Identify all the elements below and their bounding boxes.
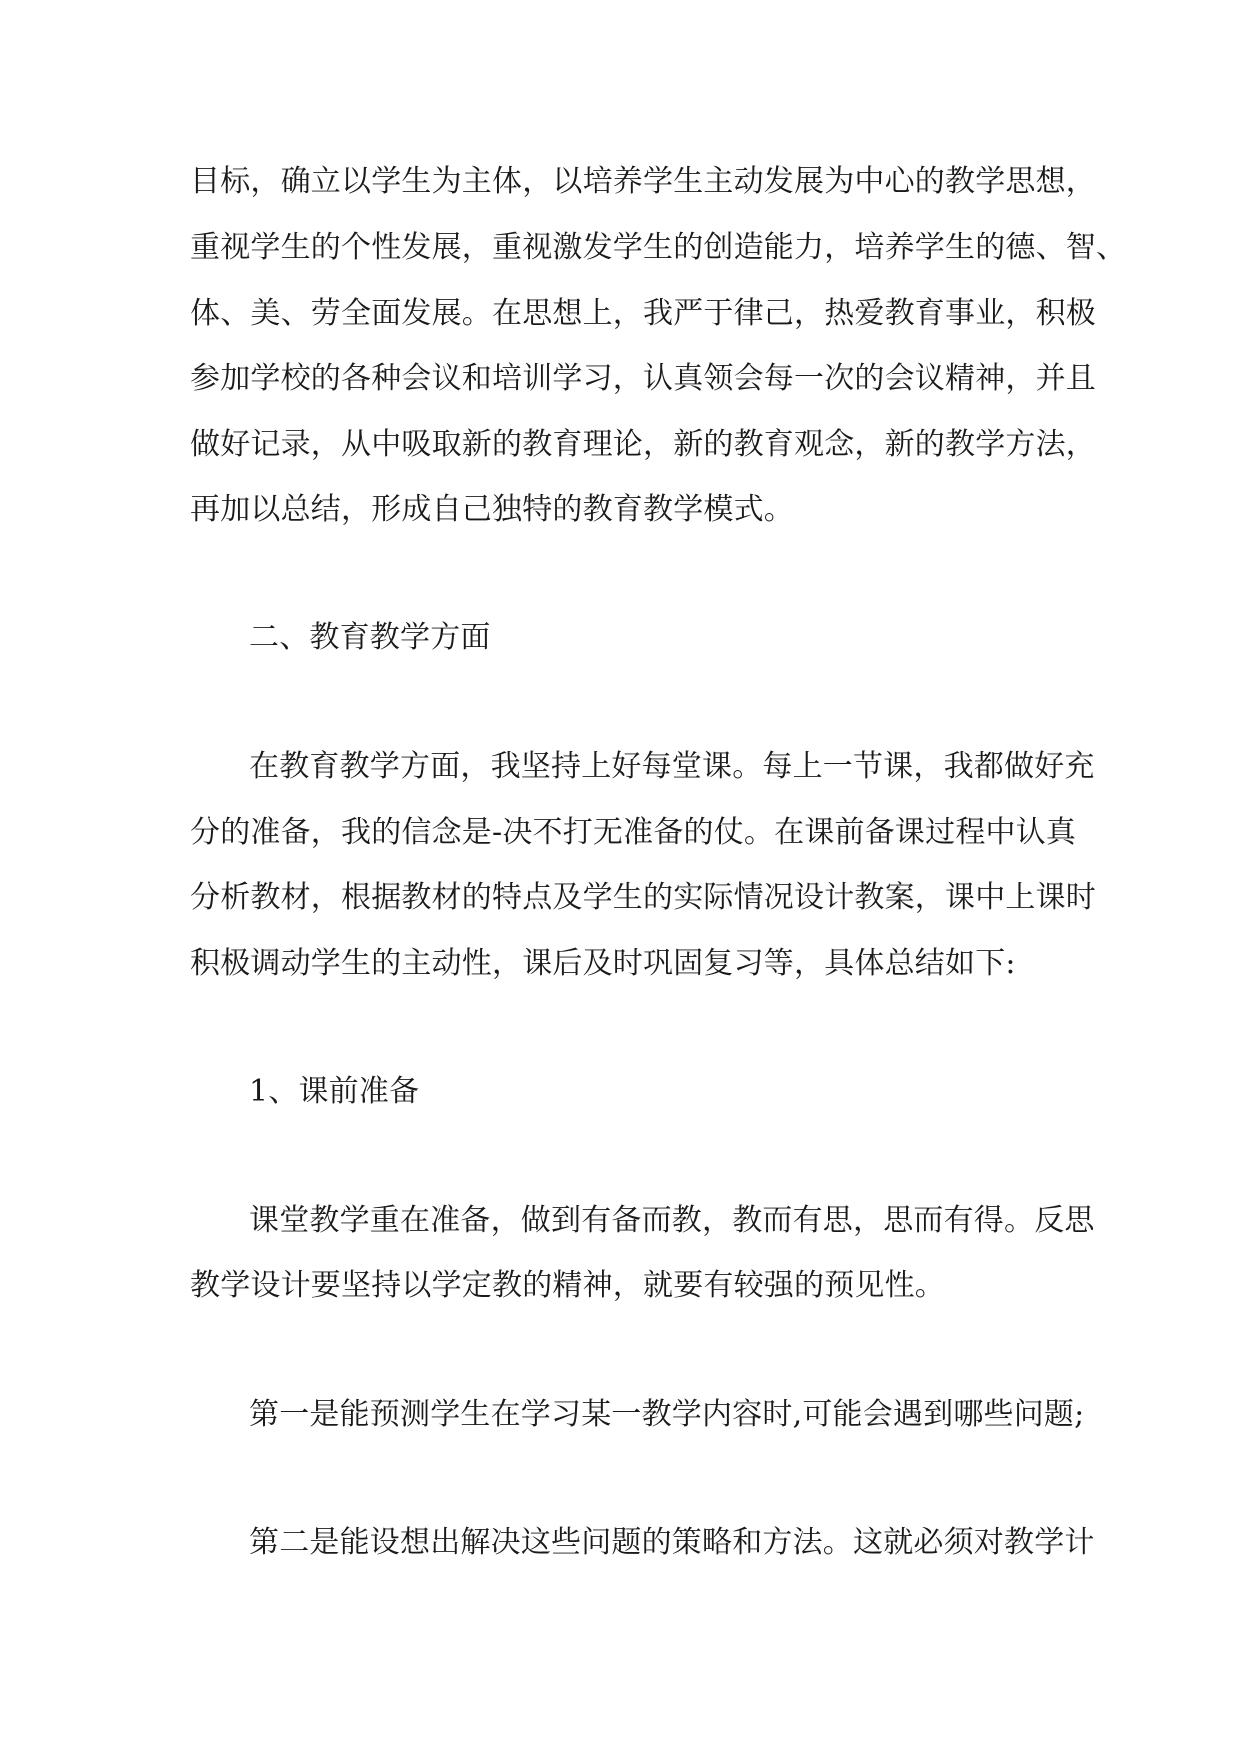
subsection-heading: 1、课前准备: [249, 1074, 420, 1109]
body-text-line: 课堂教学重在准备，做到有备而教，教而有思，思而有得。反思: [249, 1203, 1095, 1238]
body-text-line: 体、美、劳全面发展。在思想上，我严于律己，热爱教育事业，积极: [190, 296, 1096, 331]
body-text-line: 分的准备，我的信念是-决不打无准备的仗。在课前备课过程中认真: [190, 815, 1077, 850]
body-text-line: 做好记录，从中吸取新的教育理论，新的教育观念，新的教学方法，: [190, 427, 1096, 462]
body-text-line: 分析教材，根据教材的特点及学生的实际情况设计教案，课中上课时: [190, 880, 1096, 915]
body-text-line: 第二是能设想出解决这些问题的策略和方法。这就必须对教学计: [249, 1525, 1095, 1560]
body-text-line: 再加以总结，形成自己独特的教育教学模式。: [190, 492, 794, 527]
body-text-line: 第一是能预测学生在学习某一教学内容时,可能会遇到哪些问题;: [249, 1397, 1085, 1432]
body-text-line: 积极调动学生的主动性，课后及时巩固复习等，具体总结如下:: [190, 946, 1016, 981]
body-text-line: 目标，确立以学生为主体，以培养学生主动发展为中心的教学思想，: [190, 164, 1096, 199]
body-text-line: 在教育教学方面，我坚持上好每堂课。每上一节课，我都做好充: [249, 749, 1095, 784]
body-text-line: 重视学生的个性发展，重视激发学生的创造能力，培养学生的德、智、: [190, 230, 1127, 265]
body-text-line: 参加学校的各种会议和培训学习，认真领会每一次的会议精神，并且: [190, 361, 1096, 396]
section-heading: 二、教育教学方面: [249, 620, 491, 655]
body-text-line: 教学设计要坚持以学定教的精神，就要有较强的预见性。: [190, 1268, 945, 1303]
